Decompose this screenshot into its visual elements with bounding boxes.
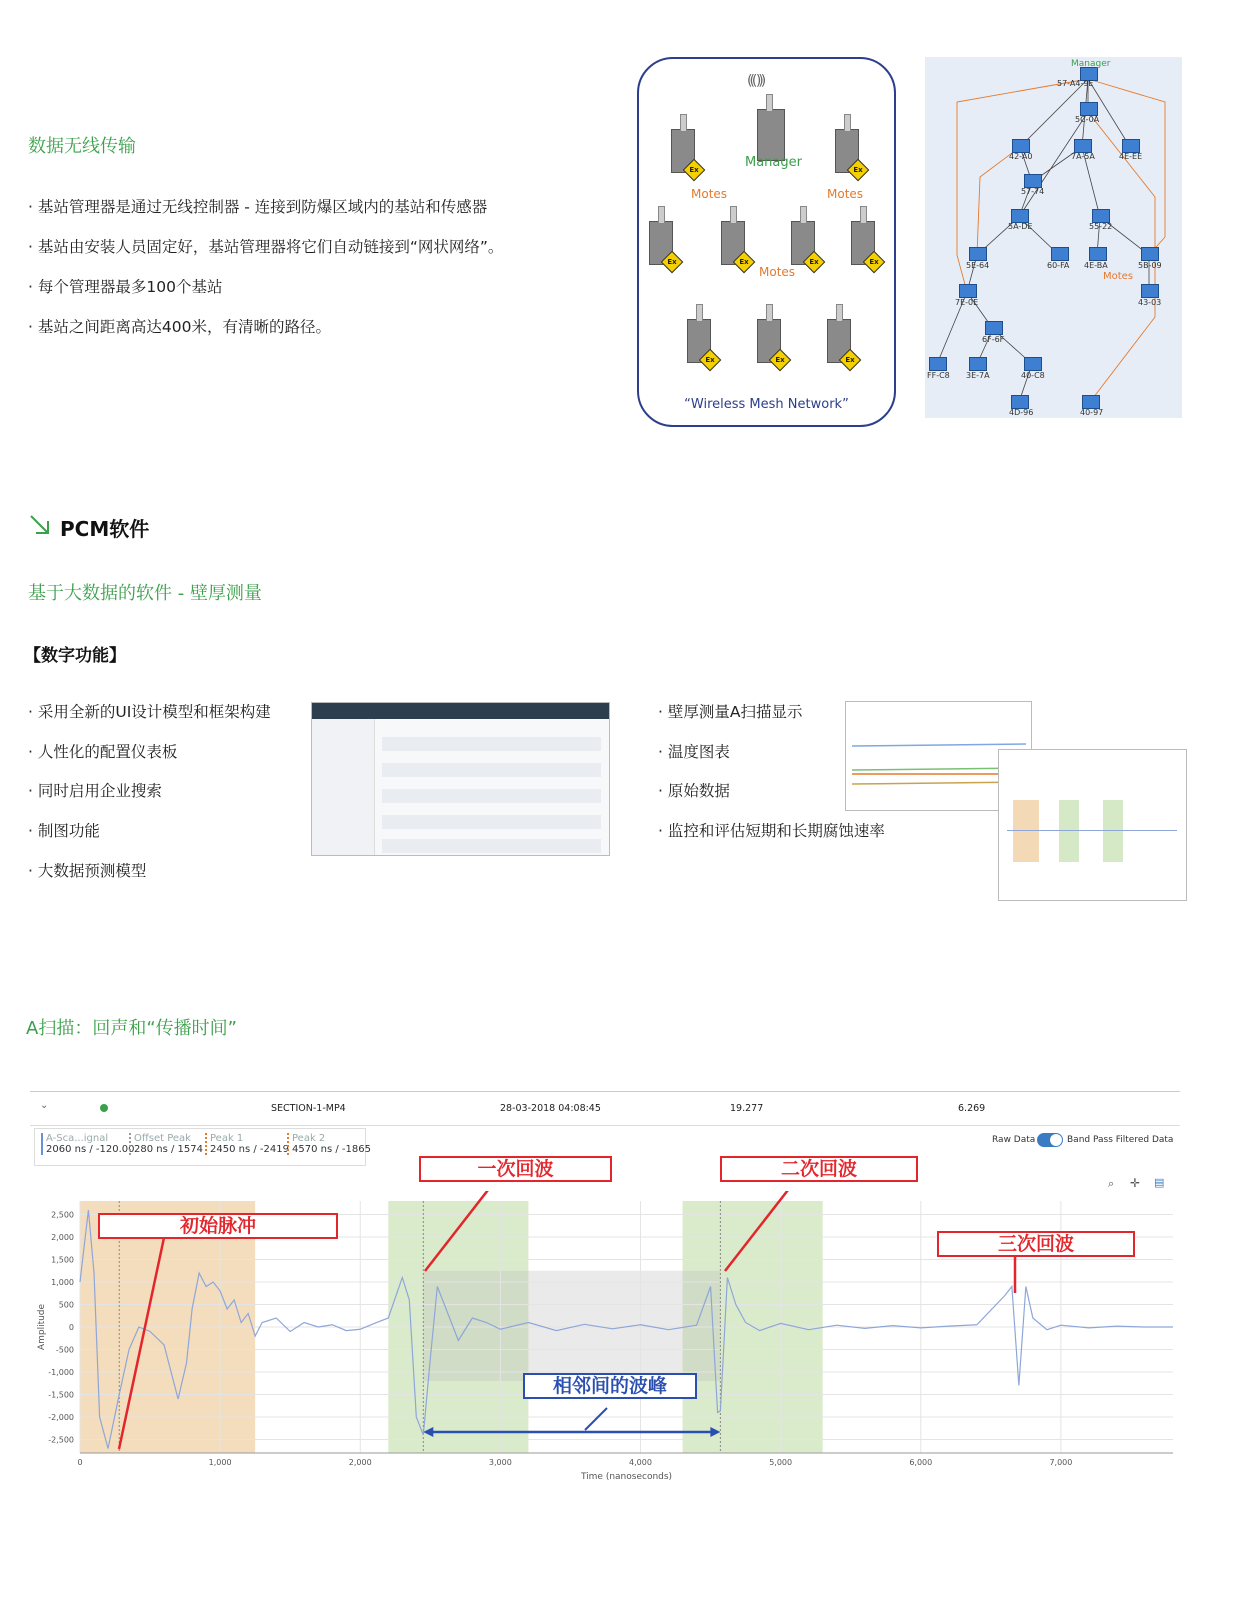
node-label: 5C-0A (1075, 115, 1100, 124)
y-tick-label: -2,500 (48, 1435, 74, 1445)
node-icon (1011, 395, 1029, 409)
wireless-bullet: · 每个管理器最多100个基站 (28, 275, 222, 297)
pcm-heading: PCM软件 (60, 517, 150, 541)
y-tick-label: 1,500 (51, 1255, 74, 1265)
thumb-gate (1103, 800, 1123, 862)
node-label: 6F-6F (982, 335, 1005, 344)
wireless-bullet: · 基站由安装人员固定好，基站管理器将它们自动链接到“网状网络”。 (28, 235, 503, 257)
y-tick-label: -2,000 (48, 1413, 74, 1422)
node-label: 55-22 (1089, 222, 1113, 231)
filtered-data-label: Band Pass Filtered Data (1067, 1135, 1174, 1145)
measure-value-1: 19.277 (730, 1103, 764, 1114)
callout-initial-pulse: 初始脉冲 (98, 1213, 338, 1239)
callout-first-echo: 一次回波 (419, 1156, 612, 1182)
y-tick-label: 2,500 (51, 1210, 74, 1220)
node-label: 60-FA (1047, 261, 1070, 270)
mote-device-icon: Ex (687, 319, 711, 363)
status-ok-icon (100, 1104, 108, 1112)
node-icon (1024, 357, 1042, 371)
node-icon (959, 284, 977, 298)
node-icon (1141, 284, 1159, 298)
legend-item: Peak 1 2450 ns / -2419 (205, 1133, 289, 1155)
node-label: 42-A0 (1009, 152, 1033, 161)
arrow-peak-pointer (585, 1408, 607, 1430)
y-tick-label: -1,000 (48, 1368, 74, 1377)
manager-node-label: Manager (1071, 59, 1111, 69)
network-links (925, 57, 1182, 418)
motes-label: Motes (691, 187, 728, 201)
filter-toggle[interactable] (1037, 1133, 1063, 1147)
feature-bullet: · 温度图表 (658, 740, 730, 762)
wireless-bullet: · 基站管理器是通过无线控制器 - 连接到防爆区域内的基站和传感器 (28, 195, 487, 217)
mote-device-icon: Ex (791, 221, 815, 265)
arrow-down-right-icon (28, 513, 52, 537)
measure-datetime: 28-03-2018 04:08:45 (500, 1103, 601, 1114)
feature-bullet: · 采用全新的UI设计模型和框架构建 (28, 700, 271, 722)
thumb-gate (1013, 800, 1039, 862)
y-tick-label: 500 (58, 1300, 74, 1310)
feature-bullet: · 大数据预测模型 (28, 859, 146, 881)
chevron-down-icon[interactable]: ⌄ (40, 1100, 49, 1111)
section-name: SECTION-1-MP4 (271, 1103, 346, 1114)
mote-device-icon: Ex (671, 129, 695, 173)
x-tick-label: 7,000 (1049, 1458, 1073, 1467)
y-axis-label: Amplitude (37, 1303, 47, 1351)
wireless-title: 数据无线传输 (28, 136, 136, 157)
manager-label: Manager (745, 155, 802, 170)
node-icon (1082, 395, 1100, 409)
motes-label: Motes (759, 265, 796, 279)
mote-device-icon: Ex (851, 221, 875, 265)
dashboard-sidebar (312, 719, 375, 855)
x-tick-label: 0 (77, 1458, 83, 1467)
pcm-subtitle: 基于大数据的软件 - 壁厚测量 (28, 583, 262, 604)
network-topology-graph (925, 57, 1182, 418)
x-tick-label: 6,000 (909, 1458, 933, 1467)
mote-device-icon: Ex (827, 319, 851, 363)
node-icon (1012, 139, 1030, 153)
x-axis-label: Time (nanoseconds) (580, 1472, 673, 1482)
dashboard-row (382, 789, 601, 803)
feature-bullet: · 原始数据 (658, 779, 730, 801)
ascan-title: A扫描：回声和“传播时间” (26, 1018, 237, 1039)
callout-second-echo: 二次回波 (720, 1156, 918, 1182)
motes-label: Motes (827, 187, 864, 201)
motes-label: Motes (1103, 271, 1134, 282)
node-label: 57-74 (1021, 187, 1045, 196)
node-icon (1092, 209, 1110, 223)
y-tick-label: 0 (68, 1323, 74, 1332)
signal-icon: ((( ))) (747, 73, 764, 89)
node-label: FF-C8 (927, 371, 950, 380)
y-tick-label: -500 (55, 1345, 74, 1355)
thumb-signal (1007, 830, 1177, 831)
node-icon (1141, 247, 1159, 261)
node-icon (929, 357, 947, 371)
node-label: 57-A4-9E (1057, 79, 1094, 88)
node-label: 7E-0E (955, 298, 979, 307)
functions-heading: 【数字功能】 (24, 646, 126, 666)
ascan-panel (30, 1091, 1180, 1486)
ascan-header-row[interactable] (30, 1091, 1180, 1126)
raw-data-label: Raw Data (992, 1135, 1036, 1145)
callout-third-echo: 三次回波 (937, 1231, 1135, 1257)
dashboard-row (382, 737, 601, 751)
measure-value-2: 6.269 (958, 1103, 986, 1114)
mote-device-icon: Ex (649, 221, 673, 265)
node-label: 3E-7A (966, 371, 990, 380)
manager-device-icon (757, 109, 785, 161)
pan-icon[interactable]: ✛ (1130, 1176, 1141, 1190)
node-icon (1089, 247, 1107, 261)
node-icon (1080, 102, 1098, 116)
y-tick-label: -1,500 (48, 1390, 74, 1400)
node-label: 7A-5A (1071, 152, 1095, 161)
thumb-gate (1059, 800, 1079, 862)
node-icon (985, 321, 1003, 335)
node-label: 5E-64 (966, 261, 990, 270)
dashboard-topbar (312, 703, 609, 719)
ascan-screenshot (998, 749, 1187, 901)
feature-bullet: · 同时启用企业搜索 (28, 779, 162, 801)
x-tick-label: 1,000 (208, 1458, 232, 1467)
legend-item: A-Sca...ignal 2060 ns / -120.00 (41, 1133, 135, 1155)
dashboard-row (382, 815, 601, 829)
mote-device-icon: Ex (835, 129, 859, 173)
node-icon (969, 357, 987, 371)
legend-item: Peak 2 4570 ns / -1865 (287, 1133, 371, 1155)
dashboard-screenshot (311, 702, 610, 856)
node-icon (1051, 247, 1069, 261)
node-label: 4E-EE (1119, 152, 1143, 161)
feature-bullet: · 人性化的配置仪表板 (28, 740, 177, 762)
node-icon (1024, 174, 1042, 188)
zoom-icon[interactable]: ⌕ (1108, 1177, 1115, 1190)
x-tick-label: 2,000 (348, 1458, 372, 1467)
legend-item: Offset Peak 280 ns / 1574 (129, 1133, 203, 1155)
y-tick-label: 1,000 (51, 1278, 74, 1287)
y-tick-label: 2,000 (51, 1233, 74, 1242)
wireless-bullet: · 基站之间距离高达400米，有清晰的路径。 (28, 315, 331, 337)
node-icon (1122, 139, 1140, 153)
x-tick-label: 5,000 (769, 1458, 793, 1467)
node-label: 5B-09 (1138, 261, 1162, 270)
mote-device-icon: Ex (757, 319, 781, 363)
dashboard-row (382, 839, 601, 853)
feature-bullet: · 监控和评估短期和长期腐蚀速率 (658, 819, 885, 841)
node-label: 4D-96 (1009, 408, 1034, 417)
feature-bullet: · 制图功能 (28, 819, 100, 841)
feature-bullet: · 壁厚测量A扫描显示 (658, 700, 802, 722)
node-icon (969, 247, 987, 261)
node-label: 43-03 (1138, 298, 1162, 307)
dashboard-row (382, 763, 601, 777)
mesh-network-diagram (637, 57, 896, 427)
mesh-caption: “Wireless Mesh Network” (684, 397, 849, 412)
node-icon (1011, 209, 1029, 223)
callout-peak-interval: 相邻间的波峰 (523, 1373, 697, 1399)
mote-device-icon: Ex (721, 221, 745, 265)
chart-legend (34, 1128, 371, 1166)
node-icon (1074, 139, 1092, 153)
node-label: 4E-BA (1084, 261, 1108, 270)
node-label: 5A-DE (1008, 222, 1033, 231)
x-tick-label: 4,000 (629, 1458, 652, 1467)
x-tick-label: 3,000 (488, 1458, 512, 1467)
node-label: 40-97 (1080, 408, 1104, 417)
node-label: 40-C8 (1021, 371, 1045, 380)
menu-icon[interactable]: ▤ (1154, 1176, 1165, 1189)
